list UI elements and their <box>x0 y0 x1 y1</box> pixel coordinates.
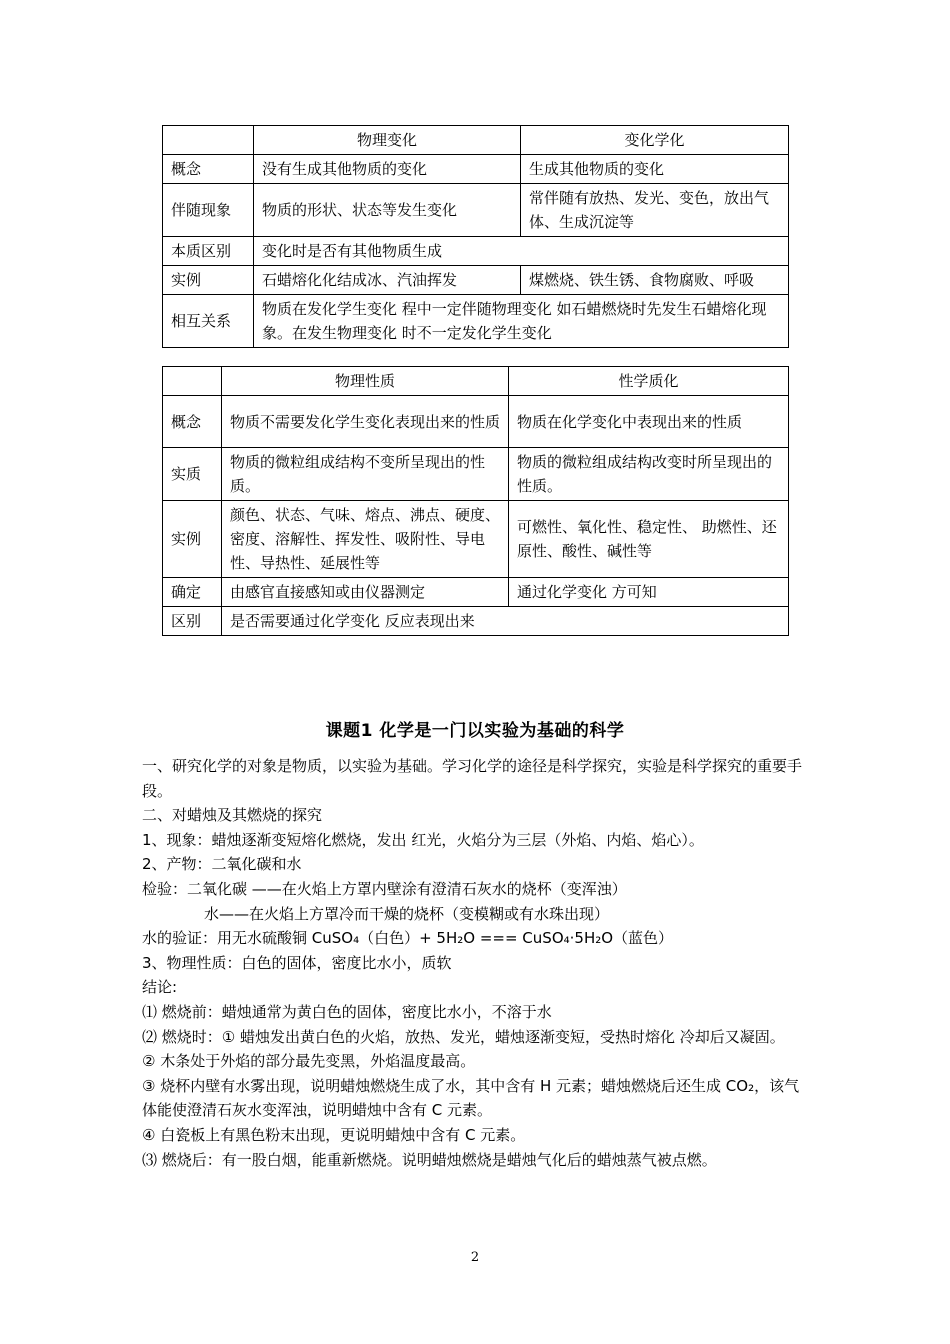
table-cell: 石蜡熔化化结成冰、汽油挥发 <box>254 266 521 295</box>
table-header-empty <box>163 367 222 396</box>
body-line: 3、物理性质：白色的固体，密度比水小，质软 <box>142 953 452 972</box>
table-cell: 煤燃烧、铁生锈、食物腐败、呼吸 <box>521 266 789 295</box>
section-body <box>142 754 814 1172</box>
table-cell: 物质不需要发化学生变化表现出来的性质 <box>222 396 509 448</box>
table-cell: 物质在发化学生变化 程中一定伴随物理变化 如石蜡燃烧时先发生石蜡熔化现象。在发生物理变化 时不一定发化学生变化 <box>254 295 789 348</box>
section-title: 课题1 化学是一门以实验为基础的科学 <box>325 721 625 741</box>
table-cell: 物质的微粒组成结构不变所呈现出的性质。 <box>222 448 509 501</box>
table-header: 物理性质 <box>222 367 509 396</box>
body-line: ④ 白瓷板上有黑色粉末出现，更说明蜡烛中含有 C 元素。 <box>142 1125 526 1144</box>
body-line: 水——在火焰上方罩冷而干燥的烧杯（变模糊或有水珠出现） <box>204 904 610 923</box>
table-cell: 变化时是否有其他物质生成 <box>254 237 789 266</box>
row-label: 实例 <box>163 266 254 295</box>
table-header: 物理变化 <box>254 126 521 155</box>
table-cell: 没有生成其他物质的变化 <box>254 155 521 184</box>
row-label: 实例 <box>163 501 222 578</box>
row-label: 概念 <box>163 396 222 448</box>
table-header-empty <box>163 126 254 155</box>
table-cell: 颜色、状态、气味、熔点、沸点、硬度、密度、溶解性、挥发性、吸附性、导电性、导热性、延展性等 <box>222 501 509 578</box>
row-label: 区别 <box>163 607 222 636</box>
body-line: ⑶ 燃烧后：有一股白烟，能重新燃烧。说明蜡烛燃烧是蜡烛气化后的蜡烛蒸气被点燃。 <box>142 1150 717 1169</box>
body-line: 1、现象：蜡烛逐渐变短熔化燃烧，发出 红光，火焰分为三层（外焰、内焰、焰心）。 <box>142 830 704 849</box>
table-cell: 通过化学变化 方可知 <box>509 578 789 607</box>
body-line: 2、产物：二氧化碳和水 <box>142 855 302 874</box>
table-cell: 常伴随有放热、发光、变色，放出气体、生成沉淀等 <box>521 184 789 237</box>
row-label: 实质 <box>163 448 222 501</box>
table-cell: 生成其他物质的变化 <box>521 155 789 184</box>
row-label: 确定 <box>163 578 222 607</box>
body-line: 二、对蜡烛及其燃烧的探究 <box>142 806 323 825</box>
table-cell: 由感官直接感知或由仪器测定 <box>222 578 509 607</box>
page-number: 2 <box>470 1250 480 1265</box>
body-line: 检验：二氧化碳 ——在火焰上方罩内壁涂有澄清石灰水的烧杯（变浑浊） <box>142 879 627 898</box>
table-header: 变化学化 <box>521 126 789 155</box>
body-line: ⑵ 燃烧时：① 蜡烛发出黄白色的火焰，放热、发光，蜡烛逐渐变短，受热时熔化 冷却后又凝固。 <box>142 1027 785 1046</box>
body-line: ⑴ 燃烧前：蜡烛通常为黄白色的固体，密度比水小，不溶于水 <box>142 1002 552 1021</box>
row-label: 概念 <box>163 155 254 184</box>
table-header: 性学质化 <box>509 367 789 396</box>
physical-chemical-change-table <box>162 125 789 348</box>
body-line: 水的验证：用无水硫酸铜 CuSO₄（白色）+ 5H₂O === CuSO₄·5H₂O（蓝色） <box>142 929 674 948</box>
row-label: 相互关系 <box>163 295 254 348</box>
body-line: ② 木条处于外焰的部分最先变黑，外焰温度最高。 <box>142 1052 476 1071</box>
row-label: 伴随现象 <box>163 184 254 237</box>
table-cell: 是否需要通过化学变化 反应表现出来 <box>222 607 789 636</box>
body-line: 一、研究化学的对象是物质，以实验为基础。学习化学的途径是科学探究，实验是科学探究的重要手段。 <box>142 757 803 800</box>
table-cell: 物质在化学变化中表现出来的性质 <box>509 396 789 448</box>
body-line: 结论: <box>142 978 178 997</box>
physical-chemical-property-table <box>162 366 789 636</box>
body-line: ③ 烧杯内壁有水雾出现，说明蜡烛燃烧生成了水，其中含有 H 元素；蜡烛燃烧后还生成 CO₂，该气体能使澄清石灰水变浑浊，说明蜡烛中含有 C 元素。 <box>142 1076 800 1120</box>
row-label: 本质区别 <box>163 237 254 266</box>
table-cell: 物质的微粒组成结构改变时所呈现出的性质。 <box>509 448 789 501</box>
table-cell: 物质的形状、状态等发生变化 <box>254 184 521 237</box>
table-cell: 可燃性、氧化性、稳定性、 助燃性、还原性、酸性、碱性等 <box>509 501 789 578</box>
